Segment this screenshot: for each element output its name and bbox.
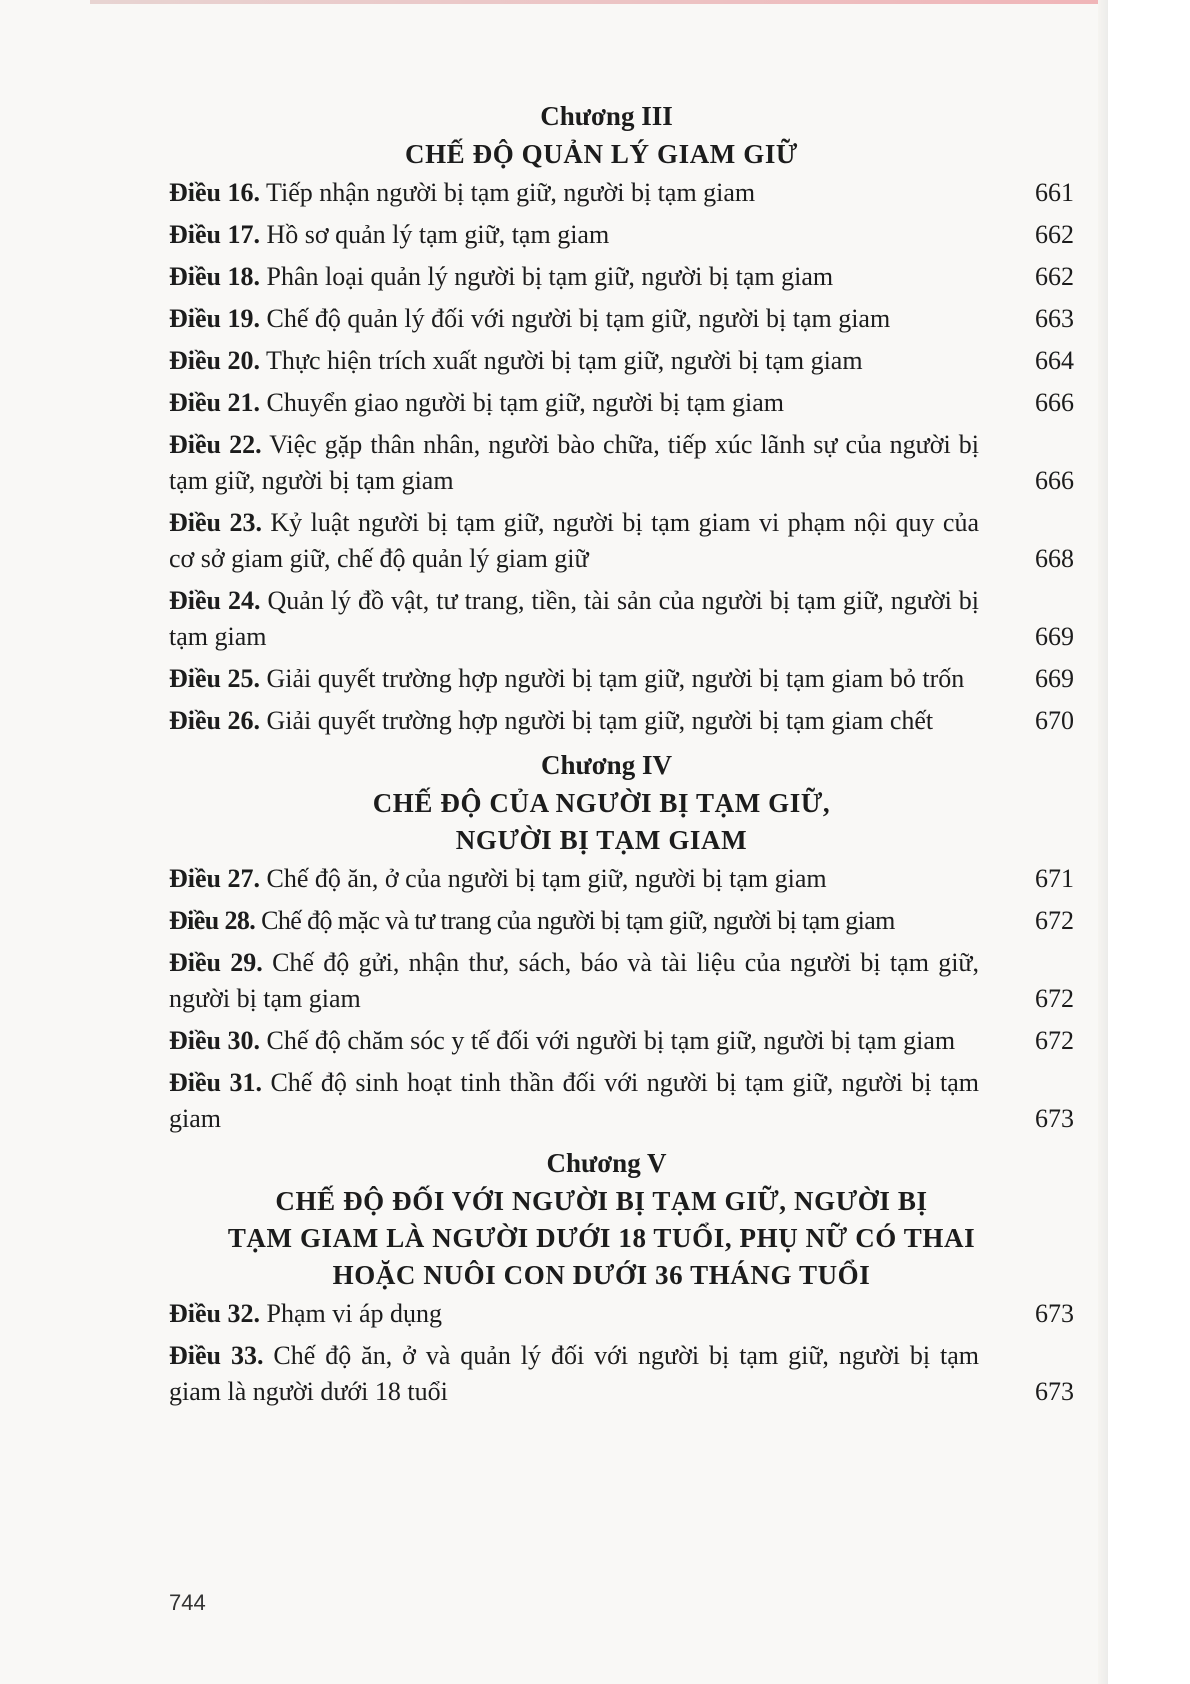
chapter-title: CHẾ ĐỘ QUẢN LÝ GIAM GIỮ — [404, 139, 799, 169]
article-title: Chế độ mặc và tư trang của người bị tạm giữ, người bị tạm giam — [261, 906, 895, 935]
page-ref: 666 — [1035, 466, 1074, 495]
page-ref: 661 — [1035, 178, 1074, 207]
article-title: Thực hiện trích xuất người bị tạm giữ, người bị tạm giam — [266, 346, 863, 375]
toc-entry — [169, 1023, 1074, 1059]
article-number: Điều 24. — [169, 586, 261, 615]
toc-entry — [169, 861, 1074, 897]
page-gutter-shadow — [1098, 0, 1108, 1684]
page-ref: 672 — [1035, 1026, 1074, 1055]
article-number: Điều 32. — [169, 1299, 260, 1328]
page-ref: 669 — [1035, 664, 1074, 693]
toc-entry — [169, 385, 1074, 421]
scan-margin — [1108, 0, 1190, 1684]
toc-entry — [169, 1338, 1074, 1410]
chapter-title: CHẾ ĐỘ ĐỐI VỚI NGƯỜI BỊ TẠM GIỮ, NGƯỜI BỊ TẠM GIAM LÀ NGƯỜI DƯỚI 18 TUỔI, PHỤ NỮ CÓ THAI HOẶC NUÔI CON DƯỚI 36 THÁNG TUỔI — [227, 1186, 976, 1290]
page-ref: 662 — [1035, 262, 1074, 291]
article-number: Điều 33. — [169, 1341, 264, 1370]
toc-entry — [169, 505, 1074, 577]
chapter-title: CHẾ ĐỘ CỦA NGƯỜI BỊ TẠM GIỮ, NGƯỜI BỊ TẠM GIAM — [372, 788, 831, 855]
article-number: Điều 18. — [169, 262, 260, 291]
chapter-section — [169, 96, 1074, 739]
toc-entry — [169, 1065, 1074, 1137]
article-title: Chuyển giao người bị tạm giữ, người bị tạm giam — [266, 388, 784, 417]
page-ref: 669 — [1035, 622, 1074, 651]
page-top-edge — [90, 0, 1105, 4]
chapter-label: Chương V — [546, 1148, 667, 1178]
article-number: Điều 26. — [169, 706, 260, 735]
page-ref: 666 — [1035, 388, 1074, 417]
article-number: Điều 21. — [169, 388, 260, 417]
page-ref: 672 — [1035, 984, 1074, 1013]
toc-entry — [169, 1296, 1074, 1332]
toc-entry — [169, 343, 1074, 379]
article-title: Phạm vi áp dụng — [266, 1299, 442, 1328]
article-title: Chế độ quản lý đối với người bị tạm giữ, người bị tạm giam — [266, 304, 891, 333]
article-number: Điều 19. — [169, 304, 260, 333]
toc-entry — [169, 217, 1074, 253]
chapter-section — [169, 745, 1074, 1137]
article-number: Điều 30. — [169, 1026, 260, 1055]
toc-entry — [169, 703, 1074, 739]
table-of-contents — [169, 96, 1074, 1416]
toc-entry — [169, 301, 1074, 337]
chapter-label: Chương III — [540, 101, 673, 131]
page-number: 744 — [169, 1590, 206, 1615]
article-title: Chế độ ăn, ở và quản lý đối với người bị tạm giữ, người bị tạm giam là người dưới 18 tuổi — [169, 1341, 980, 1406]
page-ref: 673 — [1035, 1299, 1074, 1328]
page-ref: 668 — [1035, 544, 1074, 573]
toc-entry — [169, 175, 1074, 211]
article-title: Chế độ chăm sóc y tế đối với người bị tạm giữ, người bị tạm giam — [266, 1026, 956, 1055]
article-title: Giải quyết trường hợp người bị tạm giữ, người bị tạm giam bỏ trốn — [266, 664, 965, 693]
toc-entry — [169, 945, 1074, 1017]
page-ref: 672 — [1035, 906, 1074, 935]
article-title: Hồ sơ quản lý tạm giữ, tạm giam — [266, 220, 610, 249]
toc-entry — [169, 259, 1074, 295]
page-ref: 671 — [1035, 864, 1074, 893]
page-ref: 663 — [1035, 304, 1074, 333]
article-title: Chế độ sinh hoạt tinh thần đối với người bị tạm giữ, người bị tạm giam — [169, 1068, 979, 1133]
chapter-label: Chương IV — [541, 750, 672, 780]
article-number: Điều 17. — [169, 220, 260, 249]
article-number: Điều 20. — [169, 346, 260, 375]
article-number: Điều 22. — [169, 430, 262, 459]
page-ref: 673 — [1035, 1377, 1074, 1406]
article-number: Điều 27. — [169, 864, 260, 893]
chapter-section — [169, 1143, 1074, 1410]
page-ref: 662 — [1035, 220, 1074, 249]
article-number: Điều 29. — [169, 948, 263, 977]
page-ref: 670 — [1035, 706, 1074, 735]
page-ref: 664 — [1035, 346, 1074, 375]
page-ref: 673 — [1035, 1104, 1074, 1133]
article-title: Tiếp nhận người bị tạm giữ, người bị tạm giam — [266, 178, 756, 207]
article-title: Chế độ gửi, nhận thư, sách, báo và tài liệu của người bị tạm giữ, người bị tạm giam — [169, 948, 980, 1013]
article-title: Phân loại quản lý người bị tạm giữ, người bị tạm giam — [266, 262, 834, 291]
article-number: Điều 25. — [169, 664, 260, 693]
toc-entry — [169, 661, 1074, 697]
article-title: Giải quyết trường hợp người bị tạm giữ, người bị tạm giam chết — [266, 706, 934, 735]
article-title: Việc gặp thân nhân, người bào chữa, tiếp xúc lãnh sự của người bị tạm giữ, người bị tạm giam — [169, 430, 980, 495]
article-number: Điều 16. — [169, 178, 260, 207]
toc-entry — [169, 903, 1074, 939]
article-title: Chế độ ăn, ở của người bị tạm giữ, người bị tạm giam — [266, 864, 827, 893]
article-number: Điều 23. — [169, 508, 262, 537]
article-number: Điều 28. — [169, 906, 256, 935]
article-title: Kỷ luật người bị tạm giữ, người bị tạm giam vi phạm nội quy của cơ sở giam giữ, chế độ quản lý giam giữ — [169, 508, 980, 573]
article-title: Quản lý đồ vật, tư trang, tiền, tài sản của người bị tạm giữ, người bị tạm giam — [169, 586, 980, 651]
toc-entry — [169, 427, 1074, 499]
article-number: Điều 31. — [169, 1068, 262, 1097]
toc-entry — [169, 583, 1074, 655]
